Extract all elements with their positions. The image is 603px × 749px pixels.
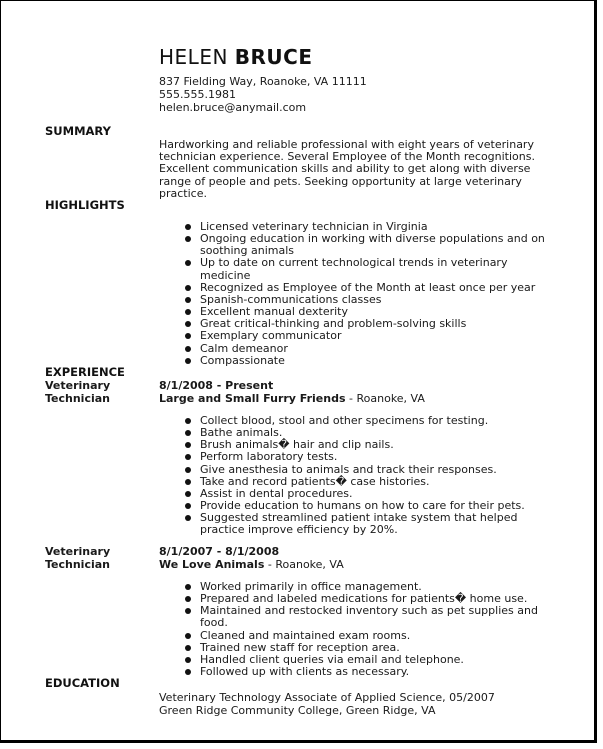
list-item: Handled client queries via email and telephone. (185, 654, 555, 666)
address: 837 Fielding Way, Roanoke, VA 11111 (159, 75, 367, 88)
job-role-1: Veterinary Technician (45, 379, 111, 405)
list-item: Bathe animals. (185, 427, 555, 439)
employer-location: - Roanoke, VA (264, 558, 344, 571)
job-dates-1: 8/1/2008 - Present (159, 379, 274, 392)
list-item: Assist in dental procedures. (185, 488, 555, 500)
list-item: Ongoing education in working with diverse populations and on soothing animals (185, 233, 555, 257)
list-item: Perform laboratory tests. (185, 451, 555, 463)
summary-heading: SUMMARY (45, 124, 111, 138)
education-details (159, 691, 495, 717)
list-item: Give anesthesia to animals and track their responses. (185, 464, 555, 476)
list-item: Collect blood, stool and other specimens for testing. (185, 415, 555, 427)
job-employer-2 (159, 558, 344, 571)
list-item: Worked primarily in office management. (185, 581, 555, 593)
highlights-list (185, 221, 555, 367)
highlights-heading: HIGHLIGHTS (45, 198, 125, 212)
list-item: Brush animals� hair and clip nails. (185, 439, 555, 451)
list-item: Recognized as Employee of the Month at least once per year (185, 282, 555, 294)
list-item: Excellent manual dexterity (185, 306, 555, 318)
list-item: Provide education to humans on how to care for their pets. (185, 500, 555, 512)
job-duties-2 (185, 581, 555, 678)
experience-heading: EXPERIENCE (45, 365, 125, 379)
job-role-2: Veterinary Technician (45, 545, 111, 571)
list-item: Cleaned and maintained exam rooms. (185, 630, 555, 642)
job-duties-1 (185, 415, 555, 537)
last-name: BRUCE (234, 45, 313, 69)
email: helen.bruce@anymail.com (159, 101, 307, 114)
contact-info (159, 75, 367, 114)
list-item: Trained new staff for reception area. (185, 642, 555, 654)
list-item: Compassionate (185, 355, 555, 367)
summary-text: Hardworking and reliable professional with eight years of veterinary technician experience. Several Employee of the Month recognitions. Excellent communication skills and ability to get along with diverse range of people and pets. Seeking opportunity at large veterinary practice. (159, 138, 535, 200)
school: Green Ridge Community College, Green Ridge, VA (159, 704, 436, 717)
list-item: Maintained and restocked inventory such as pet supplies and food. (185, 605, 555, 629)
list-item: Spanish-communications classes (185, 294, 555, 306)
candidate-name (159, 45, 313, 69)
list-item: Great critical-thinking and problem-solving skills (185, 318, 555, 330)
job-dates-2: 8/1/2007 - 8/1/2008 (159, 545, 280, 558)
list-item: Take and record patients� case histories. (185, 476, 555, 488)
list-item: Suggested streamlined patient intake system that helped practice improve efficiency by 20%. (185, 512, 555, 536)
degree: Veterinary Technology Associate of Applied Science, 05/2007 (159, 691, 495, 704)
list-item: Followed up with clients as necessary. (185, 666, 555, 678)
list-item: Licensed veterinary technician in Virginia (185, 221, 555, 233)
list-item: Up to date on current technological trends in veterinary medicine (185, 257, 555, 281)
phone: 555.555.1981 (159, 88, 236, 101)
list-item: Exemplary communicator (185, 330, 555, 342)
employer-name: Large and Small Furry Friends (159, 392, 346, 405)
education-heading: EDUCATION (45, 676, 120, 690)
list-item: Prepared and labeled medications for patients� home use. (185, 593, 555, 605)
employer-name: We Love Animals (159, 558, 265, 571)
employer-location: - Roanoke, VA (345, 392, 425, 405)
list-item: Calm demeanor (185, 343, 555, 355)
first-name: HELEN (159, 45, 228, 69)
job-employer-1 (159, 392, 425, 405)
